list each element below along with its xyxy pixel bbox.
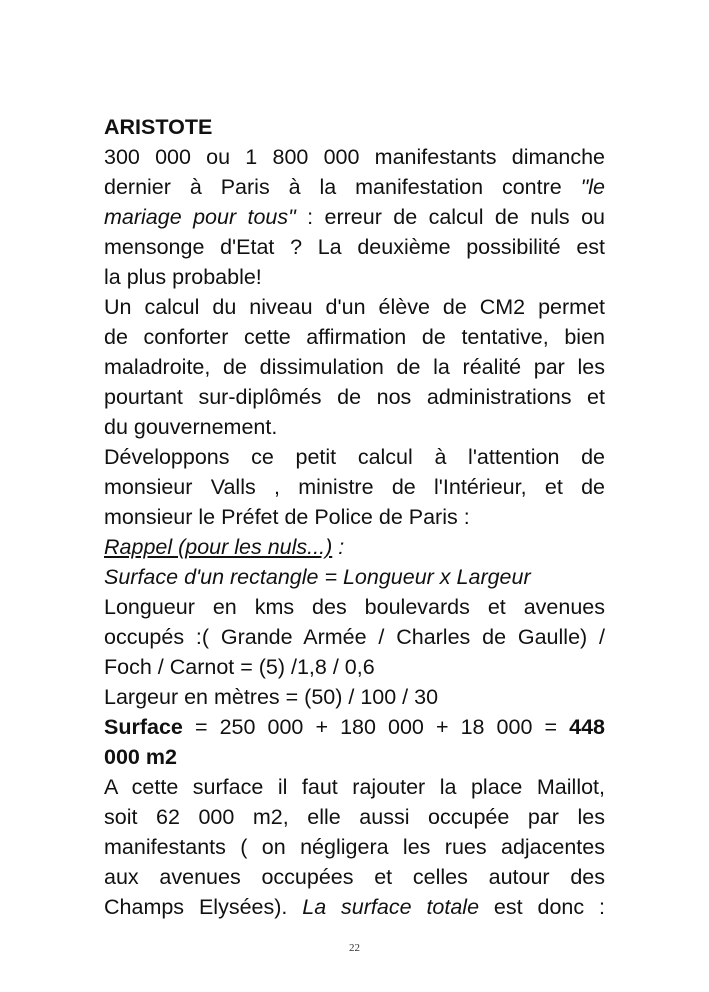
- paragraph-line: [104, 622, 605, 652]
- text-run-italic: La surface totale: [302, 895, 480, 919]
- text-run-bold: 448: [569, 715, 605, 739]
- text-run: est donc :: [479, 895, 605, 919]
- paragraph-line: [104, 472, 605, 502]
- text-run: de conforter cette affirmation de tentative, bien: [104, 325, 605, 349]
- paragraph-line: [104, 142, 605, 172]
- text-run-bold: Surface: [104, 715, 183, 739]
- paragraph-line: [104, 682, 605, 712]
- text-run: pourtant sur-diplômés de nos administrations et: [104, 385, 605, 409]
- text-run: mensonge d'Etat ? La deuxième possibilité est: [104, 235, 605, 259]
- text-run: Un calcul du niveau d'un élève de CM2 permet: [104, 295, 605, 319]
- paragraph-line: [104, 532, 605, 562]
- page-number: 22: [349, 942, 360, 954]
- paragraph-line: [104, 352, 605, 382]
- text-run: Foch / Carnot = (5) /1,8 / 0,6: [104, 655, 375, 679]
- paragraph-line: [104, 772, 605, 802]
- paragraph-line: [104, 712, 605, 742]
- paragraph-line: [104, 322, 605, 352]
- paragraph-line: [104, 202, 605, 232]
- paragraph-line: [104, 832, 605, 862]
- paragraph-line: [104, 262, 605, 292]
- text-run: dernier à Paris à la manifestation contre: [104, 175, 581, 199]
- paragraph-line: [104, 502, 605, 532]
- paragraph-line: [104, 412, 605, 442]
- paragraph-line: [104, 892, 605, 922]
- paragraph-line: [104, 802, 605, 832]
- text-run: la plus probable!: [104, 265, 262, 289]
- text-run: aux avenues occupées et celles autour des: [104, 865, 605, 889]
- text-run-italic: :: [332, 535, 345, 559]
- text-run: : erreur de calcul de nuls ou: [295, 205, 605, 229]
- text-run: 300 000 ou 1 800 000 manifestants dimanche: [104, 145, 605, 169]
- paragraph-line: [104, 652, 605, 682]
- text-run: Longueur en kms des boulevards et avenues: [104, 595, 605, 619]
- text-run: A cette surface il faut rajouter la place Maillot,: [104, 775, 605, 799]
- text-run: manifestants ( on négligera les rues adjacentes: [104, 835, 605, 859]
- text-run: monsieur le Préfet de Police de Paris :: [104, 505, 470, 529]
- paragraph-line: [104, 442, 605, 472]
- text-run-italic: "le: [580, 175, 605, 199]
- heading-line: [104, 112, 605, 142]
- text-run-bold: 000 m2: [104, 745, 177, 769]
- paragraph-line: [104, 172, 605, 202]
- text-run: monsieur Valls , ministre de l'Intérieur, et de: [104, 475, 605, 499]
- text-run: maladroite, de dissimulation de la réalité par les: [104, 355, 605, 379]
- text-run: soit 62 000 m2, elle aussi occupée par les: [104, 805, 605, 829]
- text-run: Champs Elysées).: [104, 895, 303, 919]
- paragraph-line: [104, 382, 605, 412]
- text-run-italic: Surface d'un rectangle = Longueur x Largeur: [104, 565, 531, 589]
- paragraph-line: [104, 592, 605, 622]
- heading: ARISTOTE: [104, 115, 213, 139]
- formula-line: [104, 562, 605, 592]
- text-run-italic: mariage pour tous": [104, 205, 296, 229]
- text-run: Largeur en mètres = (50) / 100 / 30: [104, 685, 439, 709]
- text-run-italic-underline: Rappel (pour les nuls...): [104, 535, 333, 559]
- text-run: = 250 000 + 180 000 + 18 000 =: [182, 715, 570, 739]
- paragraph-line: [104, 232, 605, 262]
- text-run: occupés :( Grande Armée / Charles de Gaulle) /: [104, 625, 605, 649]
- text-run: du gouvernement.: [104, 415, 278, 439]
- paragraph-line: [104, 862, 605, 892]
- text-body: [104, 112, 605, 922]
- paragraph-line: [104, 292, 605, 322]
- paragraph-line: [104, 742, 605, 772]
- text-run: Développons ce petit calcul à l'attention de: [104, 445, 605, 469]
